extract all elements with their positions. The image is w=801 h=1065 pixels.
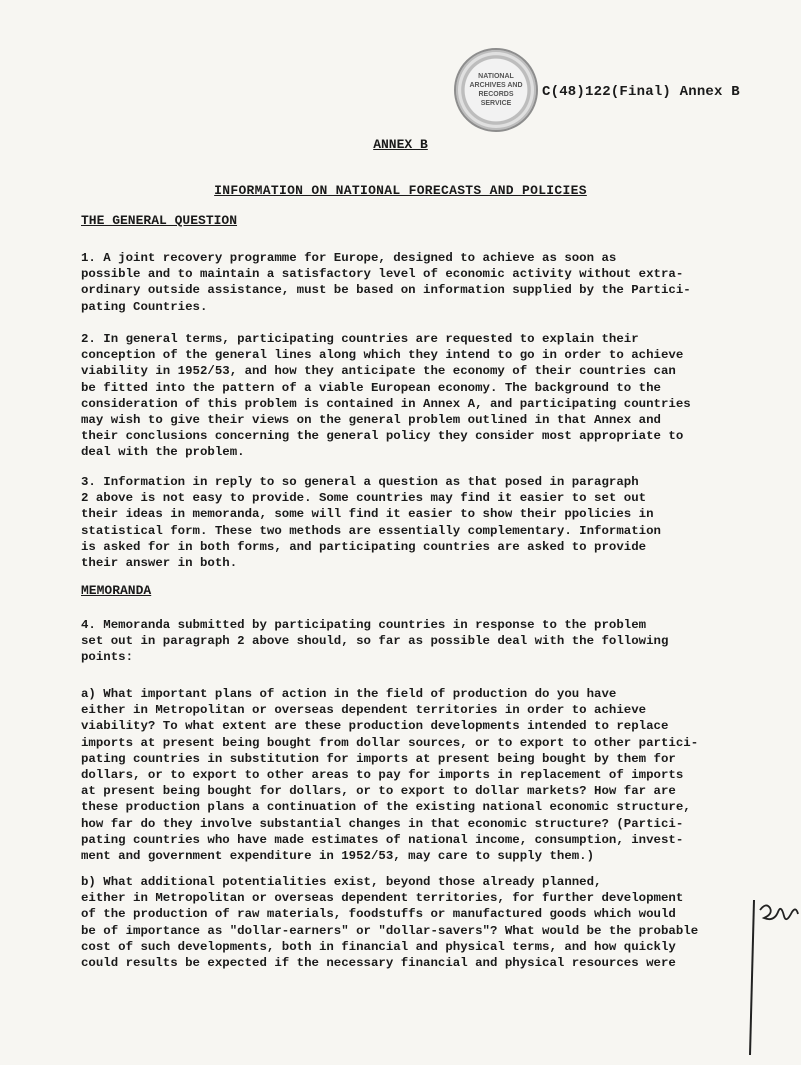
paragraph-1: 1. A joint recovery programme for Europe, designed to achieve as soon as possible and to maintain a satisfactory level of economic activity without extra- ordinary outside assistance, must be based on information supplied by the Partici- pating Countries.	[81, 251, 691, 314]
document-reference: C(48)122(Final) Annex B	[542, 84, 740, 100]
archives-stamp	[454, 48, 538, 132]
stamp-text: NATIONAL ARCHIVES AND RECORDS SERVICE	[469, 73, 523, 107]
paragraph-4b: b) What additional potentialities exist, beyond those already planned, either in Metropolitan or overseas dependent territories, for further development of the production of raw materials, foodstuffs or manufactured goods which would be of importance as "dollar-earners" or "dollar-savers"? What would be the probable cost of such developments, both in financial and physical terms, and how quickly could results be expected if the necessary financial and physical resources were	[81, 875, 699, 971]
section-heading-general-question: THE GENERAL QUESTION	[81, 213, 238, 228]
handwritten-margin-note	[744, 880, 801, 1060]
paragraph-2: 2. In general terms, participating countries are requested to explain their conception of the general lines along which they intend to go in order to achieve viability in 1952/53, and how they anticipate the economy of their countries can be fitted into the pattern of a viable European economy. The background to the consideration of this problem is contained in Annex A, and participating countries may wish to give their views on the general problem outlined in that Annex and their conclusions concerning the general policy they consider most appropriate to deal with the problem.	[81, 332, 691, 460]
paragraph-4: 4. Memoranda submitted by participating countries in response to the problem set out in paragraph 2 above should, so far as possible deal with the following points:	[81, 618, 669, 665]
paragraph-4a: a) What important plans of action in the field of production do you have either in Metropolitan or overseas dependent territories in order to achieve viability? To what extent are these production developments intended to replace imports at present being bought from dollar sources, or to export to other partici- pating countries in substitution for imports at present being bought by them for dollars, or to export to other areas to pay for imports in replacement of imports at present being bought for dollars, or to export to dollar markets? How far are these production plans a continuation of the existing national economic structure, how far do they involve substantial changes in that economic structure? (Partici- pating countries who have made estimates of national income, consumption, invest- ment and government expenditure in 1952/53, may care to supply them.)	[81, 687, 699, 864]
paragraph-3: 3. Information in reply to so general a question as that posed in paragraph 2 above is not easy to provide. Some countries may find it easier to set out their ideas in memoranda, some will find it easier to show their ppolicies in statistical form. These two methods are essentially complementary. Information is asked for in both forms, and participating countries are asked to provide their answer in both.	[81, 475, 661, 571]
document-title: INFORMATION ON NATIONAL FORECASTS AND POLICIES	[214, 183, 587, 198]
section-heading-memoranda: MEMORANDA	[81, 583, 152, 598]
annex-title: ANNEX B	[373, 137, 428, 152]
